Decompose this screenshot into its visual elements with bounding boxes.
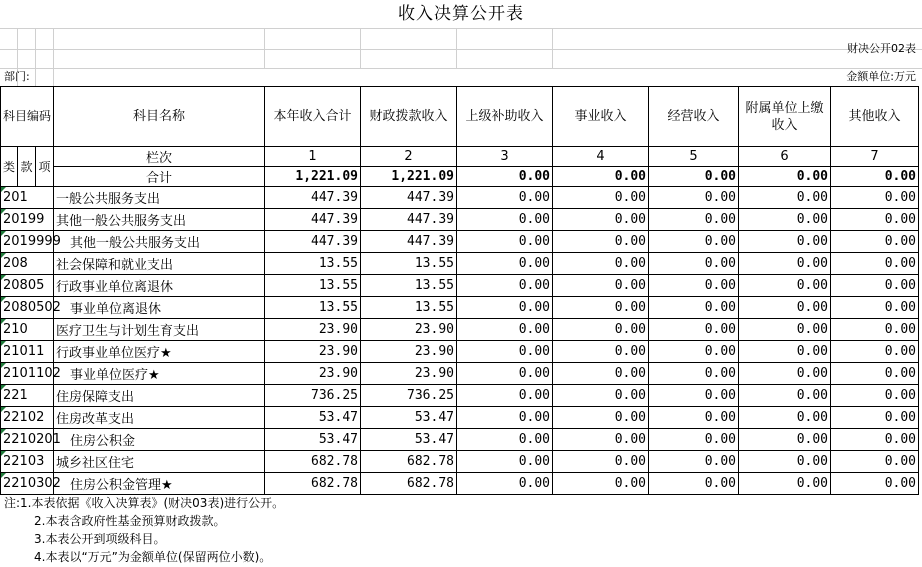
amount-cell: 0.00 bbox=[739, 275, 831, 297]
cell-marker-icon bbox=[1, 407, 6, 412]
table-row bbox=[1, 429, 919, 451]
subject-code-text: 2080502 bbox=[3, 300, 61, 315]
subject-code bbox=[1, 429, 61, 451]
cell-marker-icon bbox=[1, 297, 6, 302]
subject-code bbox=[1, 451, 54, 473]
header-kuan: 款 bbox=[18, 147, 36, 187]
amount-cell: 0.00 bbox=[831, 253, 919, 275]
note-line: 2.本表含政府性基金预算财政拨款。 bbox=[34, 514, 226, 528]
amount-cell: 13.55 bbox=[361, 275, 457, 297]
amount-cell: 0.00 bbox=[831, 275, 919, 297]
subject-name: 一般公共服务支出 bbox=[54, 187, 265, 209]
amount-cell: 13.55 bbox=[361, 253, 457, 275]
column-number: 7 bbox=[831, 147, 919, 167]
amount-cell: 0.00 bbox=[831, 451, 919, 473]
amount-cell: 0.00 bbox=[457, 451, 553, 473]
table-row bbox=[1, 341, 919, 363]
amount-cell: 0.00 bbox=[457, 297, 553, 319]
amount-cell: 447.39 bbox=[361, 187, 457, 209]
amount-cell: 0.00 bbox=[553, 363, 649, 385]
subject-code-text: 22102 bbox=[3, 410, 45, 425]
subject-code-text: 2019999 bbox=[3, 234, 61, 249]
subject-code bbox=[1, 407, 54, 429]
subject-name: 住房公积金管理★ bbox=[54, 473, 265, 495]
subject-code-text: 2210302 bbox=[3, 476, 61, 491]
column-number: 6 bbox=[739, 147, 831, 167]
column-number-row bbox=[1, 147, 919, 167]
amount-cell: 447.39 bbox=[265, 231, 361, 253]
subject-name: 城乡社区住宅 bbox=[54, 451, 265, 473]
amount-cell: 736.25 bbox=[361, 385, 457, 407]
total-value: 0.00 bbox=[649, 167, 739, 187]
subject-code-text: 20805 bbox=[3, 278, 45, 293]
data-rows bbox=[1, 187, 919, 495]
table-row bbox=[1, 209, 919, 231]
spreadsheet-gridlines bbox=[0, 28, 922, 86]
amount-cell: 0.00 bbox=[649, 341, 739, 363]
subject-name: 事业单位医疗★ bbox=[54, 363, 265, 385]
cell-marker-icon bbox=[1, 451, 6, 456]
note-line: 4.本表以“万元”为金额单位(保留两位小数)。 bbox=[34, 550, 272, 564]
subject-code bbox=[1, 253, 54, 275]
cell-marker-icon bbox=[1, 231, 6, 236]
subject-code bbox=[1, 275, 54, 297]
header-subject-name: 科目名称 bbox=[54, 87, 265, 147]
amount-cell: 53.47 bbox=[265, 429, 361, 451]
subject-code bbox=[1, 363, 61, 385]
total-row bbox=[1, 167, 919, 187]
amount-cell: 0.00 bbox=[457, 253, 553, 275]
subject-name: 其他一般公共服务支出 bbox=[54, 209, 265, 231]
amount-cell: 0.00 bbox=[831, 187, 919, 209]
amount-cell: 0.00 bbox=[649, 407, 739, 429]
amount-cell: 0.00 bbox=[457, 209, 553, 231]
amount-cell: 0.00 bbox=[457, 363, 553, 385]
amount-cell: 0.00 bbox=[649, 473, 739, 495]
subject-name: 医疗卫生与计划生育支出 bbox=[54, 319, 265, 341]
amount-cell: 0.00 bbox=[553, 407, 649, 429]
amount-cell: 682.78 bbox=[265, 451, 361, 473]
amount-cell: 53.47 bbox=[265, 407, 361, 429]
subject-name: 事业单位离退休 bbox=[54, 297, 265, 319]
amount-cell: 0.00 bbox=[457, 187, 553, 209]
amount-cell: 0.00 bbox=[831, 319, 919, 341]
subject-code bbox=[1, 297, 61, 319]
header-col-other-income: 其他收入 bbox=[831, 87, 919, 147]
amount-cell: 0.00 bbox=[553, 319, 649, 341]
report-title: 收入决算公开表 bbox=[398, 4, 524, 24]
amount-cell: 0.00 bbox=[553, 451, 649, 473]
subject-code-text: 208 bbox=[3, 256, 28, 271]
amount-cell: 0.00 bbox=[649, 253, 739, 275]
total-value: 1,221.09 bbox=[361, 167, 457, 187]
header-lei: 类 bbox=[1, 147, 18, 187]
cell-marker-icon bbox=[1, 253, 6, 258]
subject-name: 行政事业单位离退休 bbox=[54, 275, 265, 297]
table-row bbox=[1, 187, 919, 209]
column-number: 4 bbox=[553, 147, 649, 167]
subject-name: 住房改革支出 bbox=[54, 407, 265, 429]
amount-cell: 0.00 bbox=[553, 187, 649, 209]
amount-cell: 682.78 bbox=[265, 473, 361, 495]
amount-cell: 736.25 bbox=[265, 385, 361, 407]
amount-cell: 0.00 bbox=[553, 473, 649, 495]
table-row bbox=[1, 363, 919, 385]
amount-cell: 0.00 bbox=[457, 341, 553, 363]
amount-cell: 0.00 bbox=[553, 209, 649, 231]
amount-cell: 13.55 bbox=[265, 275, 361, 297]
cell-marker-icon bbox=[1, 385, 6, 390]
amount-cell: 0.00 bbox=[739, 451, 831, 473]
amount-cell: 0.00 bbox=[739, 297, 831, 319]
cell-marker-icon bbox=[1, 363, 6, 368]
subject-code-text: 22103 bbox=[3, 454, 45, 469]
amount-cell: 0.00 bbox=[649, 209, 739, 231]
total-value: 1,221.09 bbox=[265, 167, 361, 187]
amount-cell: 23.90 bbox=[361, 363, 457, 385]
header-col-fiscal-appropriation: 财政拨款收入 bbox=[361, 87, 457, 147]
amount-cell: 23.90 bbox=[265, 319, 361, 341]
total-value: 0.00 bbox=[739, 167, 831, 187]
amount-cell: 0.00 bbox=[553, 275, 649, 297]
amount-cell: 0.00 bbox=[649, 297, 739, 319]
cell-marker-icon bbox=[1, 429, 6, 434]
column-number: 1 bbox=[265, 147, 361, 167]
subject-code-text: 20199 bbox=[3, 212, 45, 227]
department-label: 部门: bbox=[4, 70, 30, 83]
subject-code-text: 2210201 bbox=[3, 432, 61, 447]
amount-unit: 金额单位:万元 bbox=[846, 70, 916, 83]
amount-cell: 0.00 bbox=[831, 407, 919, 429]
amount-cell: 0.00 bbox=[739, 363, 831, 385]
table-row bbox=[1, 319, 919, 341]
subject-code bbox=[1, 209, 54, 231]
header-lanci: 栏次 bbox=[54, 147, 265, 167]
amount-cell: 0.00 bbox=[831, 297, 919, 319]
table-row bbox=[1, 407, 919, 429]
amount-cell: 23.90 bbox=[361, 319, 457, 341]
total-label: 合计 bbox=[54, 167, 265, 187]
amount-cell: 0.00 bbox=[457, 385, 553, 407]
amount-cell: 0.00 bbox=[649, 429, 739, 451]
cell-marker-icon bbox=[1, 209, 6, 214]
amount-cell: 0.00 bbox=[457, 231, 553, 253]
cell-marker-icon bbox=[1, 187, 6, 192]
subject-name: 其他一般公共服务支出 bbox=[54, 231, 265, 253]
amount-cell: 0.00 bbox=[739, 385, 831, 407]
amount-cell: 447.39 bbox=[265, 209, 361, 231]
header-col-operating-income: 经营收入 bbox=[649, 87, 739, 147]
amount-cell: 0.00 bbox=[649, 451, 739, 473]
amount-cell: 0.00 bbox=[457, 319, 553, 341]
amount-cell: 23.90 bbox=[265, 341, 361, 363]
subject-code bbox=[1, 341, 54, 363]
amount-cell: 0.00 bbox=[831, 385, 919, 407]
amount-cell: 0.00 bbox=[553, 231, 649, 253]
amount-cell: 53.47 bbox=[361, 429, 457, 451]
amount-cell: 0.00 bbox=[649, 275, 739, 297]
column-number: 2 bbox=[361, 147, 457, 167]
subject-code bbox=[1, 231, 61, 253]
amount-cell: 23.90 bbox=[265, 363, 361, 385]
amount-cell: 0.00 bbox=[831, 341, 919, 363]
note-line: 注:1.本表依据《收入决算表》(财决03表)进行公开。 bbox=[4, 496, 285, 510]
form-code: 财决公开02表 bbox=[847, 42, 916, 55]
header-col-total-income: 本年收入合计 bbox=[265, 87, 361, 147]
amount-cell: 0.00 bbox=[553, 253, 649, 275]
amount-cell: 0.00 bbox=[739, 209, 831, 231]
total-value: 0.00 bbox=[553, 167, 649, 187]
amount-cell: 0.00 bbox=[739, 187, 831, 209]
subject-name: 行政事业单位医疗★ bbox=[54, 341, 265, 363]
table-row bbox=[1, 231, 919, 253]
amount-cell: 0.00 bbox=[739, 341, 831, 363]
column-number: 5 bbox=[649, 147, 739, 167]
total-value: 0.00 bbox=[457, 167, 553, 187]
amount-cell: 682.78 bbox=[361, 451, 457, 473]
amount-cell: 0.00 bbox=[739, 429, 831, 451]
subject-code-text: 210 bbox=[3, 322, 28, 337]
amount-cell: 53.47 bbox=[361, 407, 457, 429]
amount-cell: 447.39 bbox=[361, 209, 457, 231]
amount-cell: 0.00 bbox=[739, 253, 831, 275]
header-subject-code: 科目编码 bbox=[1, 87, 54, 147]
subject-code bbox=[1, 473, 61, 495]
amount-cell: 13.55 bbox=[361, 297, 457, 319]
amount-cell: 0.00 bbox=[553, 297, 649, 319]
cell-marker-icon bbox=[1, 341, 6, 346]
amount-cell: 0.00 bbox=[831, 209, 919, 231]
subject-code-text: 2101102 bbox=[3, 366, 61, 381]
amount-cell: 0.00 bbox=[739, 473, 831, 495]
income-final-account-table bbox=[0, 86, 919, 495]
amount-cell: 0.00 bbox=[831, 429, 919, 451]
amount-cell: 0.00 bbox=[457, 407, 553, 429]
amount-cell: 0.00 bbox=[739, 319, 831, 341]
amount-cell: 447.39 bbox=[361, 231, 457, 253]
amount-cell: 0.00 bbox=[831, 231, 919, 253]
amount-cell: 0.00 bbox=[831, 473, 919, 495]
header-col-business-income: 事业收入 bbox=[553, 87, 649, 147]
amount-cell: 0.00 bbox=[739, 231, 831, 253]
amount-cell: 0.00 bbox=[457, 429, 553, 451]
header-col-superior-subsidy: 上级补助收入 bbox=[457, 87, 553, 147]
table-row bbox=[1, 253, 919, 275]
subject-name: 社会保障和就业支出 bbox=[54, 253, 265, 275]
subject-code bbox=[1, 187, 54, 209]
subject-name: 住房公积金 bbox=[54, 429, 265, 451]
amount-cell: 0.00 bbox=[649, 231, 739, 253]
amount-cell: 13.55 bbox=[265, 297, 361, 319]
cell-marker-icon bbox=[1, 473, 6, 478]
amount-cell: 23.90 bbox=[361, 341, 457, 363]
table-row bbox=[1, 297, 919, 319]
amount-cell: 447.39 bbox=[265, 187, 361, 209]
amount-cell: 0.00 bbox=[649, 385, 739, 407]
cell-marker-icon bbox=[1, 275, 6, 280]
amount-cell: 0.00 bbox=[649, 187, 739, 209]
amount-cell: 0.00 bbox=[457, 473, 553, 495]
table-row bbox=[1, 385, 919, 407]
amount-cell: 682.78 bbox=[361, 473, 457, 495]
cell-marker-icon bbox=[1, 319, 6, 324]
subject-code bbox=[1, 385, 54, 407]
amount-cell: 0.00 bbox=[553, 385, 649, 407]
subject-code-text: 201 bbox=[3, 190, 28, 205]
amount-cell: 0.00 bbox=[649, 363, 739, 385]
amount-cell: 0.00 bbox=[831, 363, 919, 385]
notes bbox=[4, 494, 284, 566]
subject-code-text: 221 bbox=[3, 388, 28, 403]
table-row bbox=[1, 451, 919, 473]
amount-cell: 0.00 bbox=[649, 319, 739, 341]
subject-code-text: 21011 bbox=[3, 344, 45, 359]
total-value: 0.00 bbox=[831, 167, 919, 187]
amount-cell: 0.00 bbox=[553, 341, 649, 363]
column-number: 3 bbox=[457, 147, 553, 167]
subject-name: 住房保障支出 bbox=[54, 385, 265, 407]
header-col-affiliated-unit-income: 附属单位上缴收入 bbox=[739, 87, 831, 147]
amount-cell: 0.00 bbox=[739, 407, 831, 429]
header-xiang: 项 bbox=[36, 147, 54, 187]
amount-cell: 13.55 bbox=[265, 253, 361, 275]
amount-cell: 0.00 bbox=[457, 275, 553, 297]
header-row bbox=[1, 87, 919, 147]
table-row bbox=[1, 473, 919, 495]
table-row bbox=[1, 275, 919, 297]
note-line: 3.本表公开到项级科目。 bbox=[34, 532, 166, 546]
amount-cell: 0.00 bbox=[553, 429, 649, 451]
subject-code bbox=[1, 319, 54, 341]
